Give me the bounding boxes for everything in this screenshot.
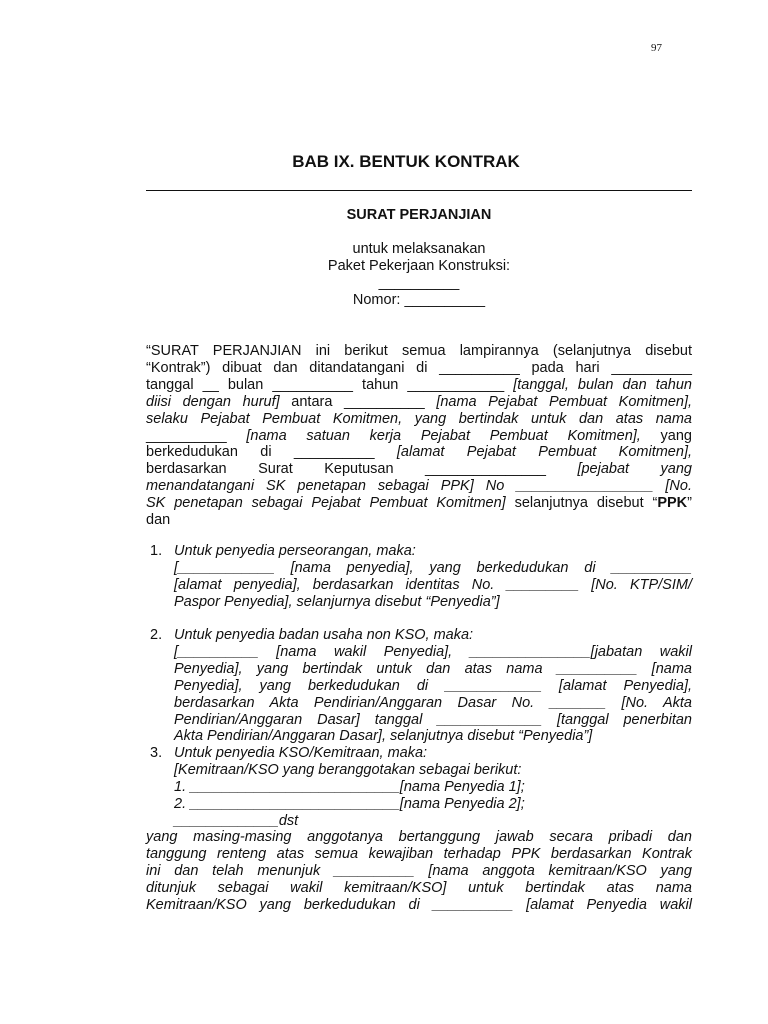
list-line: Akta Pendirian/Anggaran Dasar], selanjutnya disebut “Penyedia”] (174, 728, 593, 745)
text-span: berdasarkan Surat Keputusan _______________ (146, 461, 578, 478)
list-number: 2. (150, 627, 163, 643)
text-span: selanjutnya disebut “ (505, 495, 658, 512)
paragraph-line: “SURAT PERJANJIAN ini berikut semua lampirannya (selanjutnya disebut (146, 343, 692, 359)
list-line: [alamat penyedia], berdasarkan identitas No. _________ [No. KTP/SIM/ (174, 576, 692, 593)
list-line: Pendirian/Anggaran Dasar] tanggal _____________ [tanggal penerbitan (174, 711, 692, 728)
paragraph-line: dan (146, 512, 171, 529)
paragraph-line: “Kontrak”) dibuat dan ditandatangani di __________ pada hari __________ (146, 359, 692, 376)
list-line: [____________ [nama penyedia], yang berkedudukan di __________ (174, 559, 692, 576)
list-line: [Kemitraan/KSO yang beranggotakan sebagai berikut: (174, 761, 522, 778)
italic-span: [tanggal, bulan dan tahun (513, 376, 692, 393)
italic-span: [pejabat yang (577, 461, 692, 478)
text-span: ” (687, 495, 692, 512)
paragraph-line: ini dan telah menunjuk __________ [nama anggota kemitraan/KSO yang (146, 862, 692, 879)
text-span: __________ (146, 427, 247, 444)
list-line: Untuk penyedia badan usaha non KSO, maka: (174, 627, 474, 643)
list-line: Penyedia], yang bertindak untuk dan atas nama __________ [nama (174, 660, 692, 677)
text-span: tanggal __ bulan __________ tahun ____________ (146, 376, 514, 393)
text-span: antara __________ (279, 393, 437, 410)
paragraph-line: tanggung renteng atas semua kewajiban terhadap PPK berdasarkan Kontrak (146, 845, 692, 862)
chapter-title: BAB IX. BENTUK KONTRAK (292, 152, 520, 171)
text-span: yang (640, 427, 692, 444)
list-line: [__________ [nama wakil Penyedia], _______________[jabatan wakil (174, 643, 692, 660)
list-line: Untuk penyedia KSO/Kemitraan, maka: (174, 745, 428, 761)
page-number: 97 (651, 42, 662, 54)
list-line: Penyedia], yang berkedudukan di ____________ [alamat Penyedia], (174, 677, 692, 694)
italic-span: menandatangani SK penetapan sebagai PPK] No _________________ [No. (146, 478, 692, 495)
list-line: Paspor Penyedia], selanjurnya disebut “Penyedia”] (174, 593, 500, 610)
paragraph-line: Kemitraan/KSO yang berkedudukan di __________ [alamat Penyedia wakil (146, 896, 692, 913)
italic-span: selaku Pejabat Pembuat Komitmen, yang bertindak untuk dan atas nama (146, 410, 692, 427)
paragraph-line (146, 444, 692, 461)
text-span: berkedudukan di __________ (146, 444, 397, 461)
list-line: 2. __________________________[nama Penyedia 2]; (174, 795, 525, 812)
italic-span: [nama Pejabat Pembuat Komitmen], (436, 393, 693, 410)
italic-span: diisi dengan huruf] (146, 393, 280, 410)
paragraph-line (146, 377, 692, 394)
paragraph-line: ditunjuk sebagai wakil kemitraan/KSO] untuk bertindak atas nama (146, 879, 692, 896)
list-line: Untuk penyedia perseorangan, maka: (174, 543, 416, 559)
list-number: 3. (150, 745, 163, 761)
list-line: _____________dst (174, 812, 299, 829)
list-item (146, 543, 692, 611)
paragraph-line (146, 394, 692, 411)
paragraph-line (146, 461, 692, 478)
paragraph-line (146, 478, 692, 495)
list-line: 1. __________________________[nama Penyedia 1]; (174, 778, 525, 795)
list-item (146, 745, 692, 830)
list-item (146, 627, 692, 745)
intro-line: __________ (378, 275, 460, 291)
intro-block (0, 241, 768, 309)
paragraph-line (146, 428, 692, 445)
paragraph-line (146, 411, 692, 428)
closing-paragraph (146, 829, 692, 914)
paragraph-line: yang masing-masing anggotanya bertanggung jawab secara pribadi dan (146, 829, 692, 845)
italic-span: [alamat Pejabat Pembuat Komitmen], (396, 444, 692, 461)
ppk-bold: PPK (657, 495, 688, 512)
list-number: 1. (150, 543, 163, 559)
intro-number-line: Nomor: __________ (352, 292, 486, 308)
italic-span: SK penetapan sebagai Pejabat Pembuat Komitmen] (146, 495, 506, 512)
document-title: SURAT PERJANJIAN (346, 207, 492, 223)
italic-span: [nama satuan kerja Pejabat Pembuat Komitmen], (246, 427, 641, 444)
paragraph-line (146, 495, 692, 512)
opening-paragraph (146, 343, 692, 529)
intro-line: untuk melaksanakan (352, 241, 486, 257)
intro-line: Paket Pekerjaan Konstruksi: (327, 258, 511, 274)
list-line: berdasarkan Akta Pendirian/Anggaran Dasar No. _______ [No. Akta (174, 694, 692, 711)
title-divider (146, 190, 692, 191)
